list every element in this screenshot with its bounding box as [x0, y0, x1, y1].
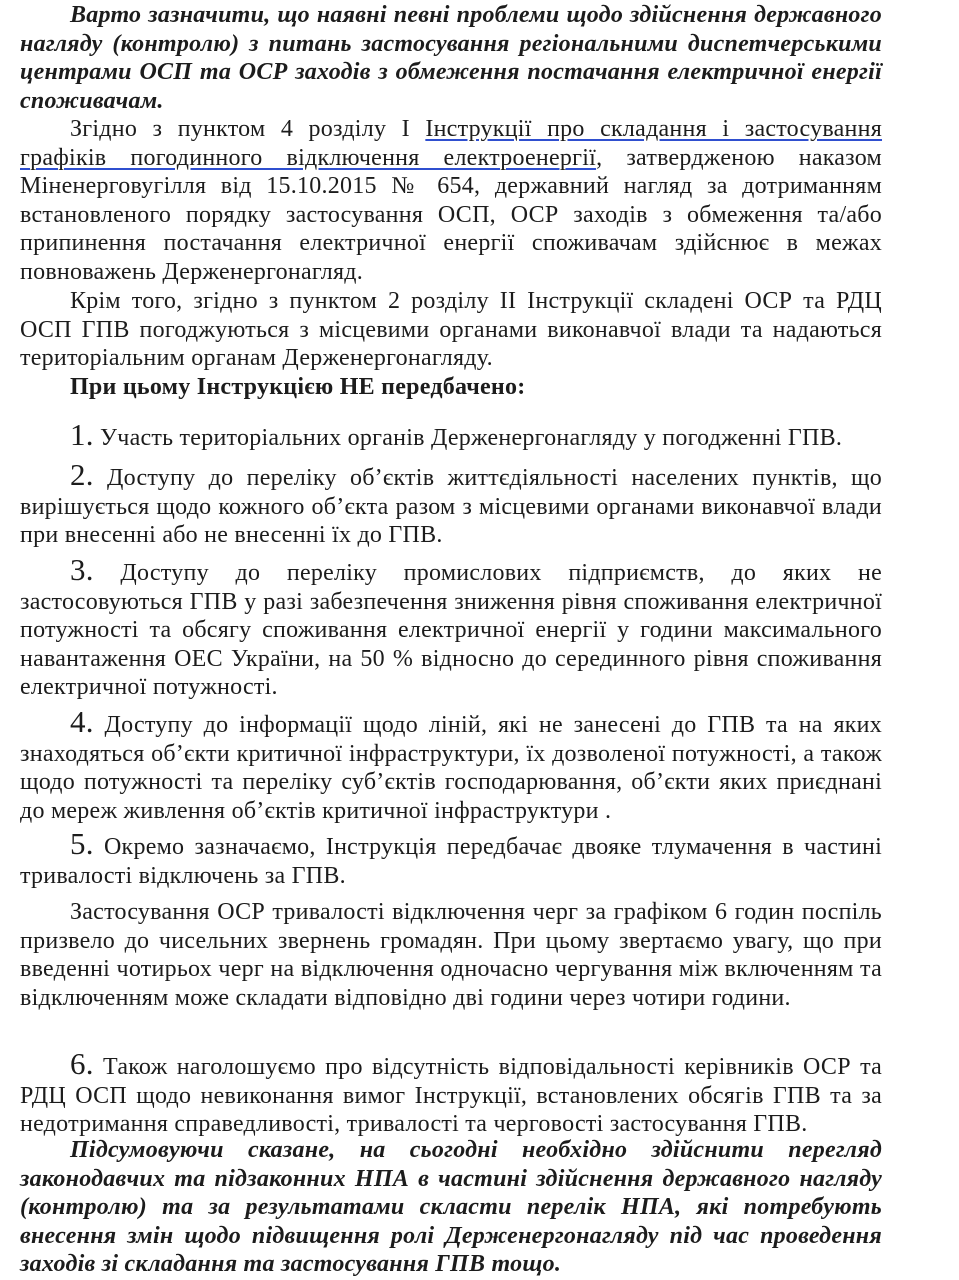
conclusion-paragraph: Підсумовуючи сказане, на сьогодні необхідно здійснити перегляд законодавчих та підзаконних НПА в частині здійснення державного нагляду (контролю) та за результатами скласти перелік НПА, які потребують внесення змін щодо підвищення ролі Держенергонагляду під час проведення заходів зі складання та застосування ГПВ тощо.: [20, 1137, 882, 1277]
list-item-number: 5.: [70, 826, 94, 861]
duration-paragraph: Застосування ОСР тривалості відключення черг за графіком 6 годин поспіль призвело до чисельних звернень громадян. При цьому звертаємо увагу, що при введенні чотирьох черг на відключення одночасно чергування між включенням та відключенням може складати відповідно дві години через чотири години.: [20, 899, 882, 1011]
list-item-text: Доступу до інформації щодо ліній, які не занесені до ГПВ та на яких знаходяться об’єкти критичної інфраструктури, їх дозволеної потужності, а також щодо потужності та переліку суб’єктів господарювання, об’єкти яких приєднані до мереж живлення об’єктів критичної інфраструктури .: [20, 712, 882, 824]
document-page: [20, 0, 882, 1280]
list-item-number: 1.: [70, 417, 94, 452]
list-item-text: Участь територіальних органів Держенергонагляду у погодженні ГПВ.: [93, 425, 843, 451]
list-item: [20, 417, 882, 453]
list-item-number: 3.: [70, 552, 94, 587]
list-item-number: 4.: [70, 704, 94, 739]
list-item: [20, 552, 882, 702]
instruction-text-after: , затвердженою наказом Міненерговугілля від 15.10.2015 № 654, державний нагляд за дотриманням встановленого порядку застосування ОСП, ОСР заходів з обмеження та/або припинення постачання електричної енергії споживачам здійснює в межах повноважень Держенергонагляд.: [20, 144, 882, 285]
instruction-text-before: Згідно з пунктом 4 розділу І: [70, 116, 426, 142]
not-provided-heading: При цьому Інструкцією НЕ передбачено:: [70, 374, 526, 400]
instruction-paragraph: [20, 115, 882, 286]
instruction-link[interactable]: Інструкції про складання і застосування графіків погодинного відключення електроенергії: [20, 116, 883, 171]
list-item: [20, 457, 882, 550]
list-item-text: Також наголошуємо про відсутність відповідальності керівників ОСР та РДЦ ОСП щодо невиконання вимог Інструкції, встановлених обсягів ГПВ та за недотримання справедливості, тривалості та черговості застосування ГПВ.: [20, 1054, 882, 1137]
approval-paragraph: Крім того, згідно з пунктом 2 розділу ІІ Інструкції складені ОСР та РДЦ ОСП ГПВ погоджуються з місцевими органами виконавчої влади та надаються територіальним органам Держенергонагляду.: [20, 288, 882, 371]
list-item-text: Окремо зазначаємо, Інструкція передбачає двояке тлумачення в частині тривалості відключень за ГПВ.: [20, 834, 882, 889]
list-item-text: Доступу до переліку об’єктів життєдіяльності населених пунктів, що вирішується щодо кожного об’єкта разом з місцевими органами виконавчої влади при внесенні або не внесенні їх до ГПВ.: [20, 465, 882, 548]
list-item: [20, 826, 882, 890]
list-item-text: Доступу до переліку промислових підприємств, до яких не застосовуються ГПВ у разі забезпечення зниження рівня споживання електричної потужності та обсягу споживання електричної енергії у години максимального навантаження ОЕС України, на 50 % відносно до серединного рівня споживання електричної потужності.: [20, 560, 882, 700]
list-item: [20, 704, 882, 825]
list-item: [20, 1046, 882, 1139]
list-item-number: 2.: [70, 457, 94, 492]
list-item-number: 6.: [70, 1046, 94, 1081]
intro-paragraph: Варто зазначити, що наявні певні проблеми щодо здійснення державного нагляду (контролю) з питань застосування регіональними диспетчерськими центрами ОСП та ОСР заходів з обмеження постачання електричної енергії споживачам.: [20, 2, 882, 114]
